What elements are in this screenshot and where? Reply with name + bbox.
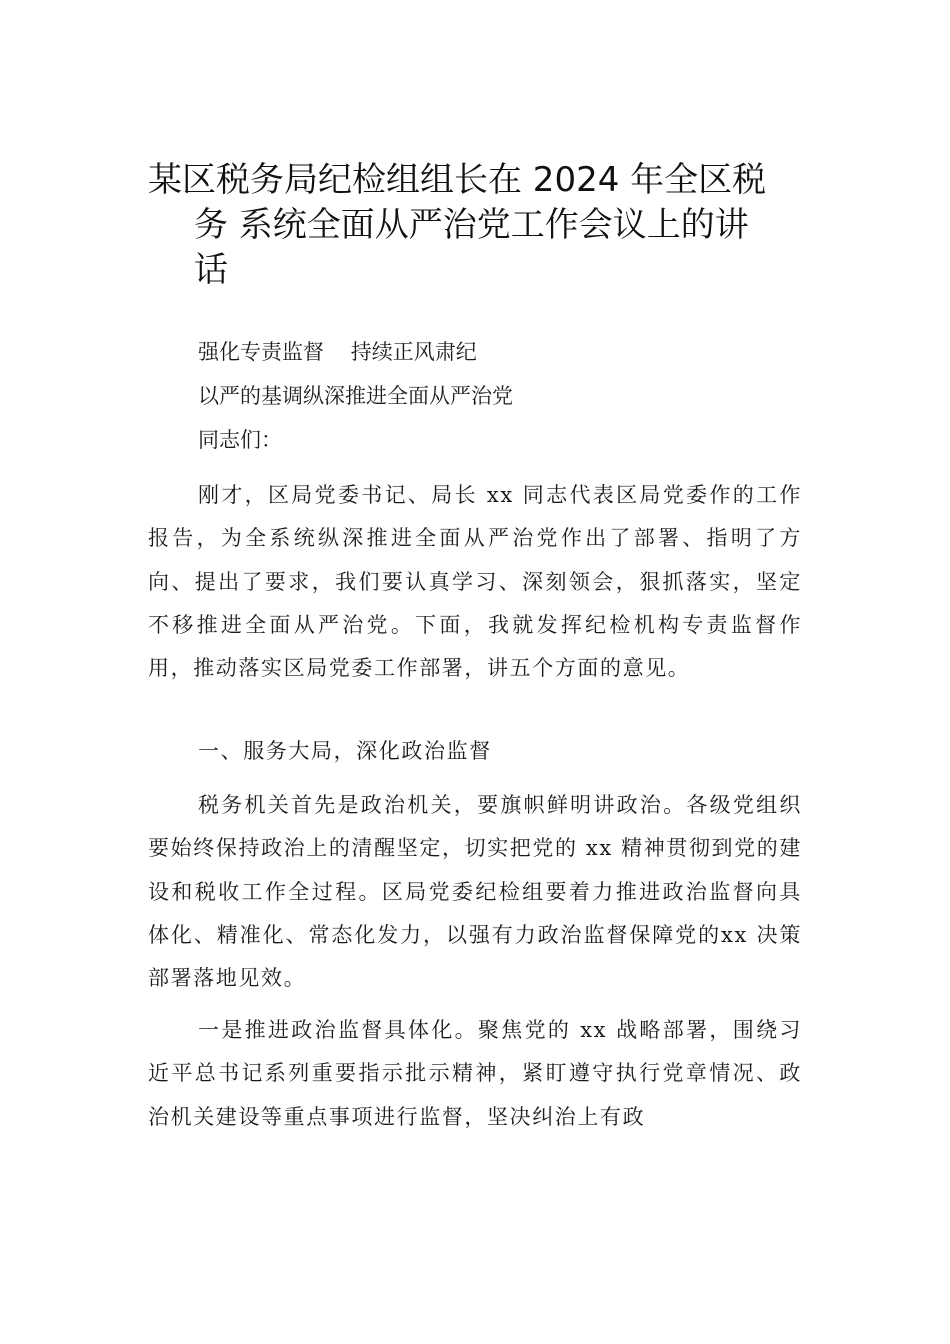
subtitle-1: 强化专责监督 持续正风肃纪 <box>198 340 477 364</box>
document-title <box>148 158 808 293</box>
section-heading-1: 一、服务大局，深化政治监督 <box>198 739 492 763</box>
title-line-1: 某区税务局纪检组组长在 2024 年全区税 <box>148 160 767 200</box>
greeting: 同志们： <box>198 428 282 452</box>
paragraph-3: 一是推进政治监督具体化。聚焦党的 xx 战略部署，围绕习近平总书记系列重要指示批示精神，紧盯遵守执行党章情况、政治机关建设等重点事项进行监督，坚决纠治上有政 <box>148 1018 802 1129</box>
subtitle-2: 以严的基调纵深推进全面从严治党 <box>198 384 513 408</box>
paragraph-2: 税务机关首先是政治机关，要旗帜鲜明讲政治。各级党组织要始终保持政治上的清醒坚定，切实把党的 xx 精神贯彻到党的建设和税收工作全过程。区局党委纪检组要着力推进政治监督向具体化、精准化、常态化发力，以强有力政治监督保障党的xx 决策部署落地见效。 <box>148 793 802 991</box>
title-line-2: 务 系统全面从严治党工作会议上的讲 <box>194 205 749 245</box>
title-line-3: 话 <box>194 250 228 290</box>
paragraph-1: 刚才，区局党委书记、局长 xx 同志代表区局党委作的工作报告，为全系统纵深推进全面从严治党作出了部署、指明了方向、提出了要求，我们要认真学习、深刻领会，狠抓落实，坚定不移推进全面从严治党。下面，我就发挥纪检机构专责监督作用，推动落实区局党委工作部署，讲五个方面的意见。 <box>148 483 802 681</box>
